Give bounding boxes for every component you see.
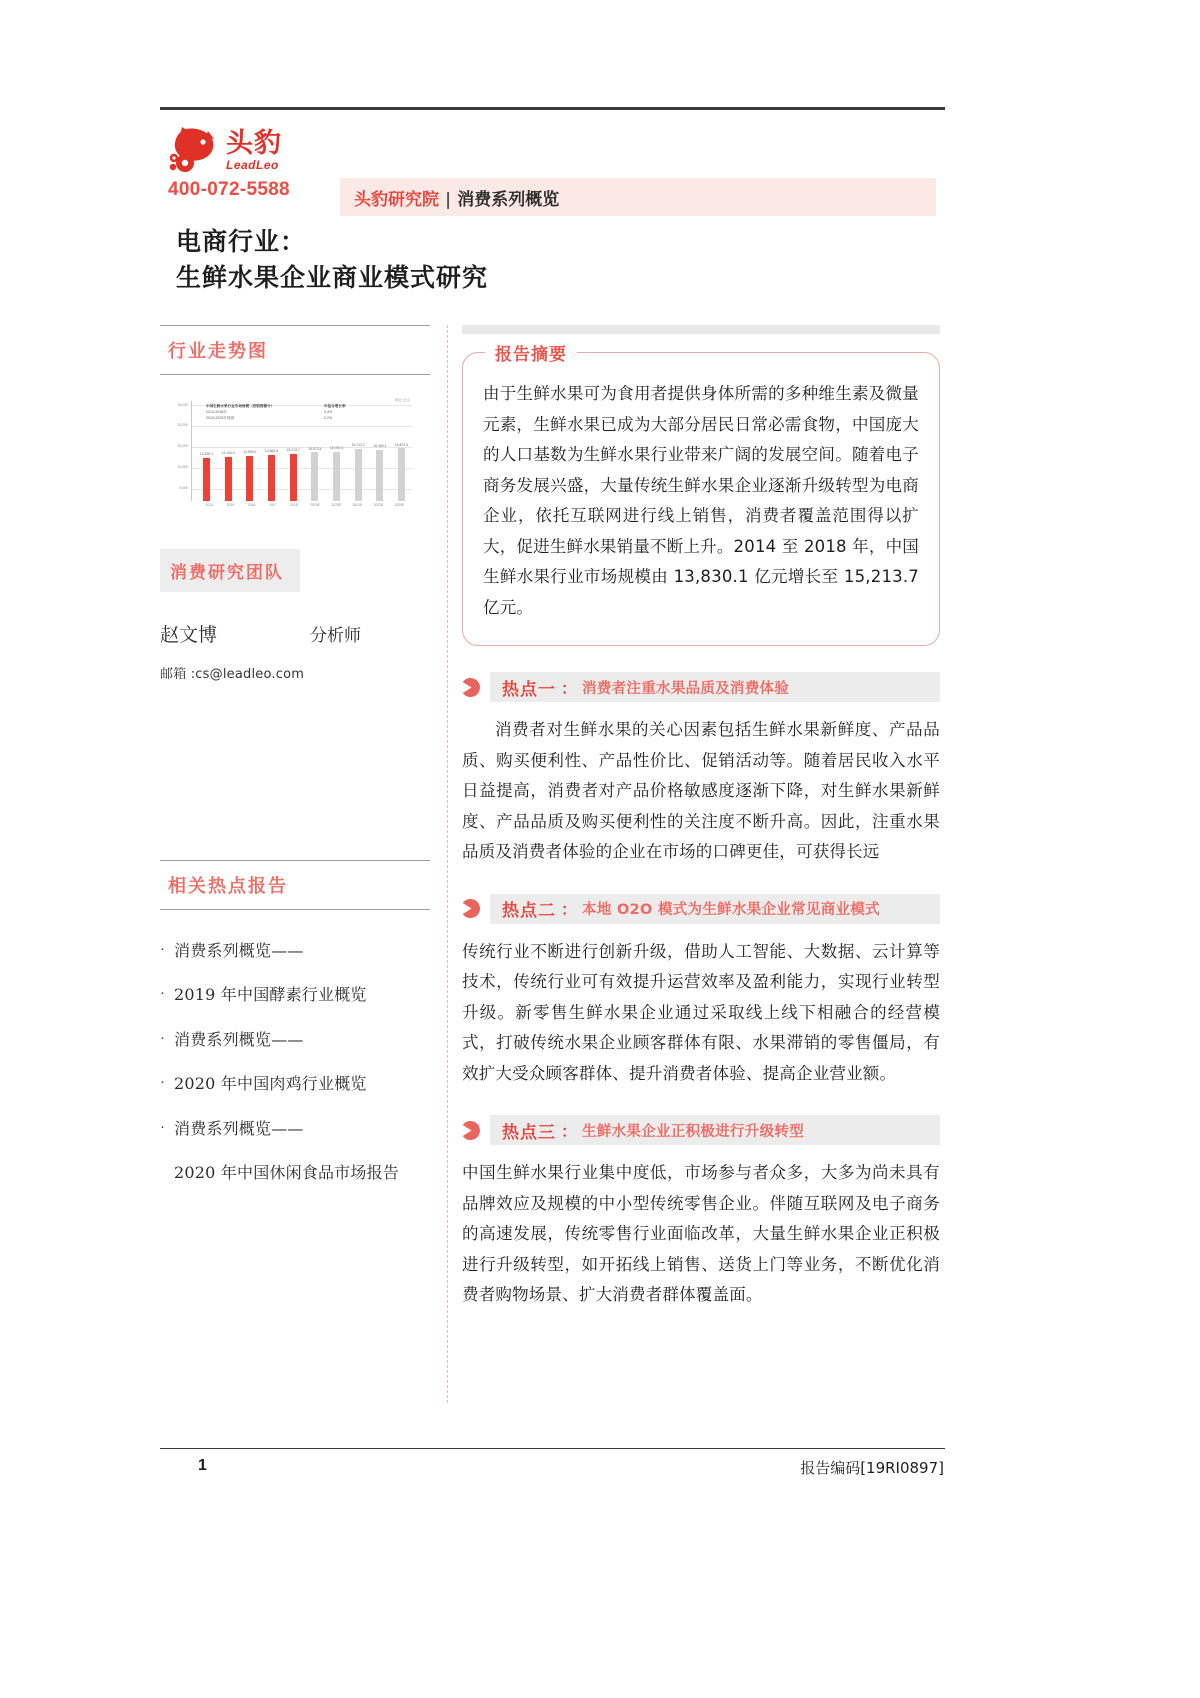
related-report-label: 2020 年中国肉鸡行业概览 (174, 1074, 367, 1094)
chart-xtick-label: 2020E (331, 503, 342, 507)
chart-bar-value-label: 13,830.1 (199, 452, 214, 457)
hotspot-subtitle: 生鲜水果企业正积极进行升级转型 (582, 1123, 805, 1140)
related-report-label: 消费系列概览—— (174, 941, 304, 960)
page-title (176, 224, 916, 297)
related-report-item[interactable] (160, 1162, 430, 1184)
related-report-item[interactable] (160, 1118, 430, 1140)
bullet-icon: · (160, 1030, 165, 1047)
brand-logo-block (168, 125, 323, 201)
chart-bar (355, 449, 362, 501)
hotspot-section (462, 672, 940, 868)
chart-xtick-label: 2023E (394, 503, 405, 507)
logo-wordmark-cn: 头豹 (226, 127, 282, 159)
hotspots-container (462, 672, 940, 1311)
bullet-icon: · (160, 1075, 165, 1092)
analyst-role: 分析师 (310, 626, 361, 646)
pacman-icon (462, 1121, 481, 1140)
hotspot-title-bar (490, 1115, 940, 1145)
chart-xtick-label: 2022E (373, 503, 384, 507)
hotspot-colon: ： (561, 900, 578, 920)
chart-bar (225, 457, 232, 501)
hotline-number: 400-072-5588 (168, 179, 290, 200)
analyst-row (160, 620, 430, 647)
chart-xtick-label: 2018 (290, 503, 298, 507)
chart-xtick-label: 2016 (247, 503, 256, 507)
chart-bar (311, 452, 318, 501)
hotspot-number: 热点三 (502, 1122, 556, 1143)
chart-bar-column (285, 419, 302, 501)
chart-legend-cagr-1: 2.4% (324, 410, 333, 415)
chart-bar-value-label: 14,559.5 (243, 450, 257, 455)
chart-plot-area (191, 401, 412, 501)
related-report-label: 消费系列概览—— (174, 1118, 304, 1138)
related-reports-list (160, 940, 430, 1184)
bullet-icon: · (160, 986, 165, 1003)
series-banner (340, 178, 936, 216)
chart-bar-value-label: 15,573.4 (308, 446, 322, 451)
chart-bar-value-label: 16,873.5 (394, 442, 409, 447)
summary-legend-label: 报告摘要 (485, 340, 577, 365)
chart-bar (333, 452, 340, 501)
related-report-label: 消费系列概览—— (174, 1029, 304, 1049)
hotspot-header (462, 672, 940, 702)
related-report-item[interactable] (160, 1029, 430, 1051)
chart-bar (376, 450, 383, 501)
bullet-icon: · (160, 942, 165, 958)
chart-legend-cagr-header: 年复合增长率 (324, 404, 346, 408)
chart-bar-column (241, 419, 258, 501)
pacman-icon (462, 899, 481, 918)
hotspot-number: 热点二 (502, 901, 556, 922)
hotspot-subtitle: 消费者注重水果品质及消费体验 (582, 680, 790, 697)
related-report-label: 2019 年中国酵素行业概览 (174, 985, 367, 1005)
chart-bar-column (198, 419, 215, 501)
related-report-item[interactable] (160, 1073, 430, 1095)
chart-ytick-1: 20,000 (177, 423, 188, 427)
chart-bar (246, 456, 253, 501)
chart-ytick-3: 10,000 (177, 465, 188, 469)
main-content (462, 325, 940, 1311)
banner-separator: | (445, 189, 452, 210)
summary-body: 由于生鲜水果可为食用者提供身体所需的多种维生素及微量元素，生鲜水果已成为大部分居民日常必需食物，中国庞大的人口基数为生鲜水果行业带来广阔的发展空间。随着电子商务发展兴盛，大量传统生鲜水果企业逐渐升级转型为电商企业，依托互联网进行线上销售，消费者覆盖范围得以扩大，促进生鲜水果销量不断上升。2014 至 2018 年，中国生鲜水果行业市场规模由 13,830.1 亿元增长至 15,213.7 亿元。 (483, 384, 919, 617)
bullet-icon: · (160, 1119, 165, 1136)
sidebar-heading-trend: 行业走势图 (160, 325, 430, 375)
page-number: 1 (198, 1457, 207, 1474)
hotspot-header (462, 1115, 940, 1145)
hotspot-colon: ： (561, 678, 578, 698)
industry-trend-chart (160, 397, 412, 515)
chart-legend-title: 中国生鲜水果行业市场规模（按销售额计） (206, 404, 275, 408)
chart-x-axis (197, 503, 412, 515)
hotspot-section (462, 1115, 940, 1311)
leopard-head-icon (168, 125, 220, 173)
hotspot-body: 中国生鲜水果行业集中度低，市场参与者众多，大多为尚未具有品牌效应及规模的中小型传统零售企业。伴随互联网及电子商务的高速发展，传统零售行业面临改革，大量生鲜水果企业正积极进行升级转型，如开拓线上销售、送货上门等业务，不断优化消费者购物场景、扩大消费者群体覆盖面。 (462, 1163, 940, 1305)
chart-bar (398, 448, 405, 501)
hotspot-subtitle: 本地 O2O 模式为生鲜水果企业常见商业模式 (582, 902, 880, 919)
hotspot-header (462, 894, 940, 924)
chart-ytick-0: 25,000 (177, 403, 188, 407)
chart-bar-value-label: 15,760.3 (329, 446, 344, 451)
sidebar-heading-related: 相关热点报告 (160, 860, 430, 910)
hotspot-section (462, 894, 940, 1090)
related-report-item[interactable] (160, 940, 430, 962)
chart-xtick-label: 2015 (226, 503, 235, 507)
report-summary-card (462, 345, 940, 646)
chart-xtick-label: 2017 (268, 503, 277, 507)
chart-legend-period-1: 2014-2018年 (206, 410, 227, 415)
chart-bar-column (350, 419, 367, 501)
chart-bar-value-label: 14,860.6 (264, 449, 279, 454)
chart-bar-value-label: 16,742.2 (351, 443, 365, 448)
chart-ytick-4: 5,000 (179, 486, 188, 490)
sidebar (160, 325, 430, 1206)
chart-legend-cagr-2: 2.2% (324, 416, 333, 421)
chart-bar (290, 454, 297, 501)
chart-bar-column (371, 419, 388, 501)
chart-bar-column (306, 419, 323, 501)
chart-bar (268, 455, 275, 501)
sidebar-heading-team: 消费研究团队 (160, 549, 300, 592)
chart-bar-column (328, 419, 345, 501)
hotspot-number: 热点一 (502, 679, 556, 700)
pacman-icon (462, 678, 481, 697)
title-line-1: 电商行业： (176, 227, 307, 256)
column-divider (447, 325, 448, 1403)
logo-wordmark-en: LeadLeo (226, 157, 279, 172)
chart-legend-period-2: 2019-2023年预测 (206, 416, 234, 421)
chart-bar-column (263, 419, 280, 501)
hotspot-title-bar (490, 894, 940, 924)
hotspot-title-bar (490, 672, 940, 702)
report-code: 报告编码[19RI0897] (800, 1459, 944, 1477)
chart-ytick-2: 15,000 (177, 444, 188, 448)
chart-bar (203, 458, 210, 501)
chart-bar-column (220, 419, 237, 501)
banner-series: 消费系列概览 (457, 189, 560, 210)
chart-bar-value-label: 14,134.6 (221, 451, 235, 456)
title-line-2: 生鲜水果企业商业模式研究 (176, 263, 489, 293)
footer-divider (160, 1448, 945, 1449)
header-divider (160, 107, 945, 110)
chart-bars (198, 419, 410, 501)
chart-xtick-label: 2014 (205, 503, 214, 507)
hotspot-colon: ： (561, 1121, 578, 1141)
chart-bar-column (393, 419, 410, 501)
related-report-item[interactable] (160, 984, 430, 1006)
hotspot-body: 消费者对生鲜水果的关心因素包括生鲜水果新鲜度、产品品质、购买便利性、产品性价比、促销活动等。随着居民收入水平日益提高，消费者对产品价格敏感度逐渐下降，对生鲜水果新鲜度、产品品质及购买便利性的关注度不断升高。因此，注重水果品质及消费者体验的企业在市场的口碑更佳，可获得长远 (462, 720, 940, 862)
chart-xtick-label: 2021E (352, 503, 363, 507)
chart-bar-value-label: 16,465.4 (373, 444, 387, 449)
hotspot-body: 传统行业不断进行创新升级，借助人工智能、大数据、云计算等技术，传统行业可有效提升运营效率及盈利能力，实现行业转型升级。新零售生鲜水果企业通过采取线上线下相融合的经营模式，打破传统水果企业顾客群体有限、水果滞销的零售僵局，有效扩大受众顾客群体、提升消费者体验、提高企业营业额。 (462, 941, 940, 1083)
content-top-bar (462, 325, 940, 334)
analyst-name: 赵文博 (160, 624, 218, 646)
chart-y-axis (160, 397, 190, 515)
chart-unit-label: 单位: 亿元 (394, 398, 410, 402)
related-report-label: 2020 年中国休闲食品市场报告 (174, 1162, 400, 1182)
chart-xtick-label: 2019E (310, 503, 320, 507)
analyst-email: 邮箱 :cs@leadleo.com (160, 667, 305, 682)
banner-institute: 头豹研究院 (354, 189, 439, 210)
chart-bar-value-label: 15,213.7 (286, 448, 300, 453)
